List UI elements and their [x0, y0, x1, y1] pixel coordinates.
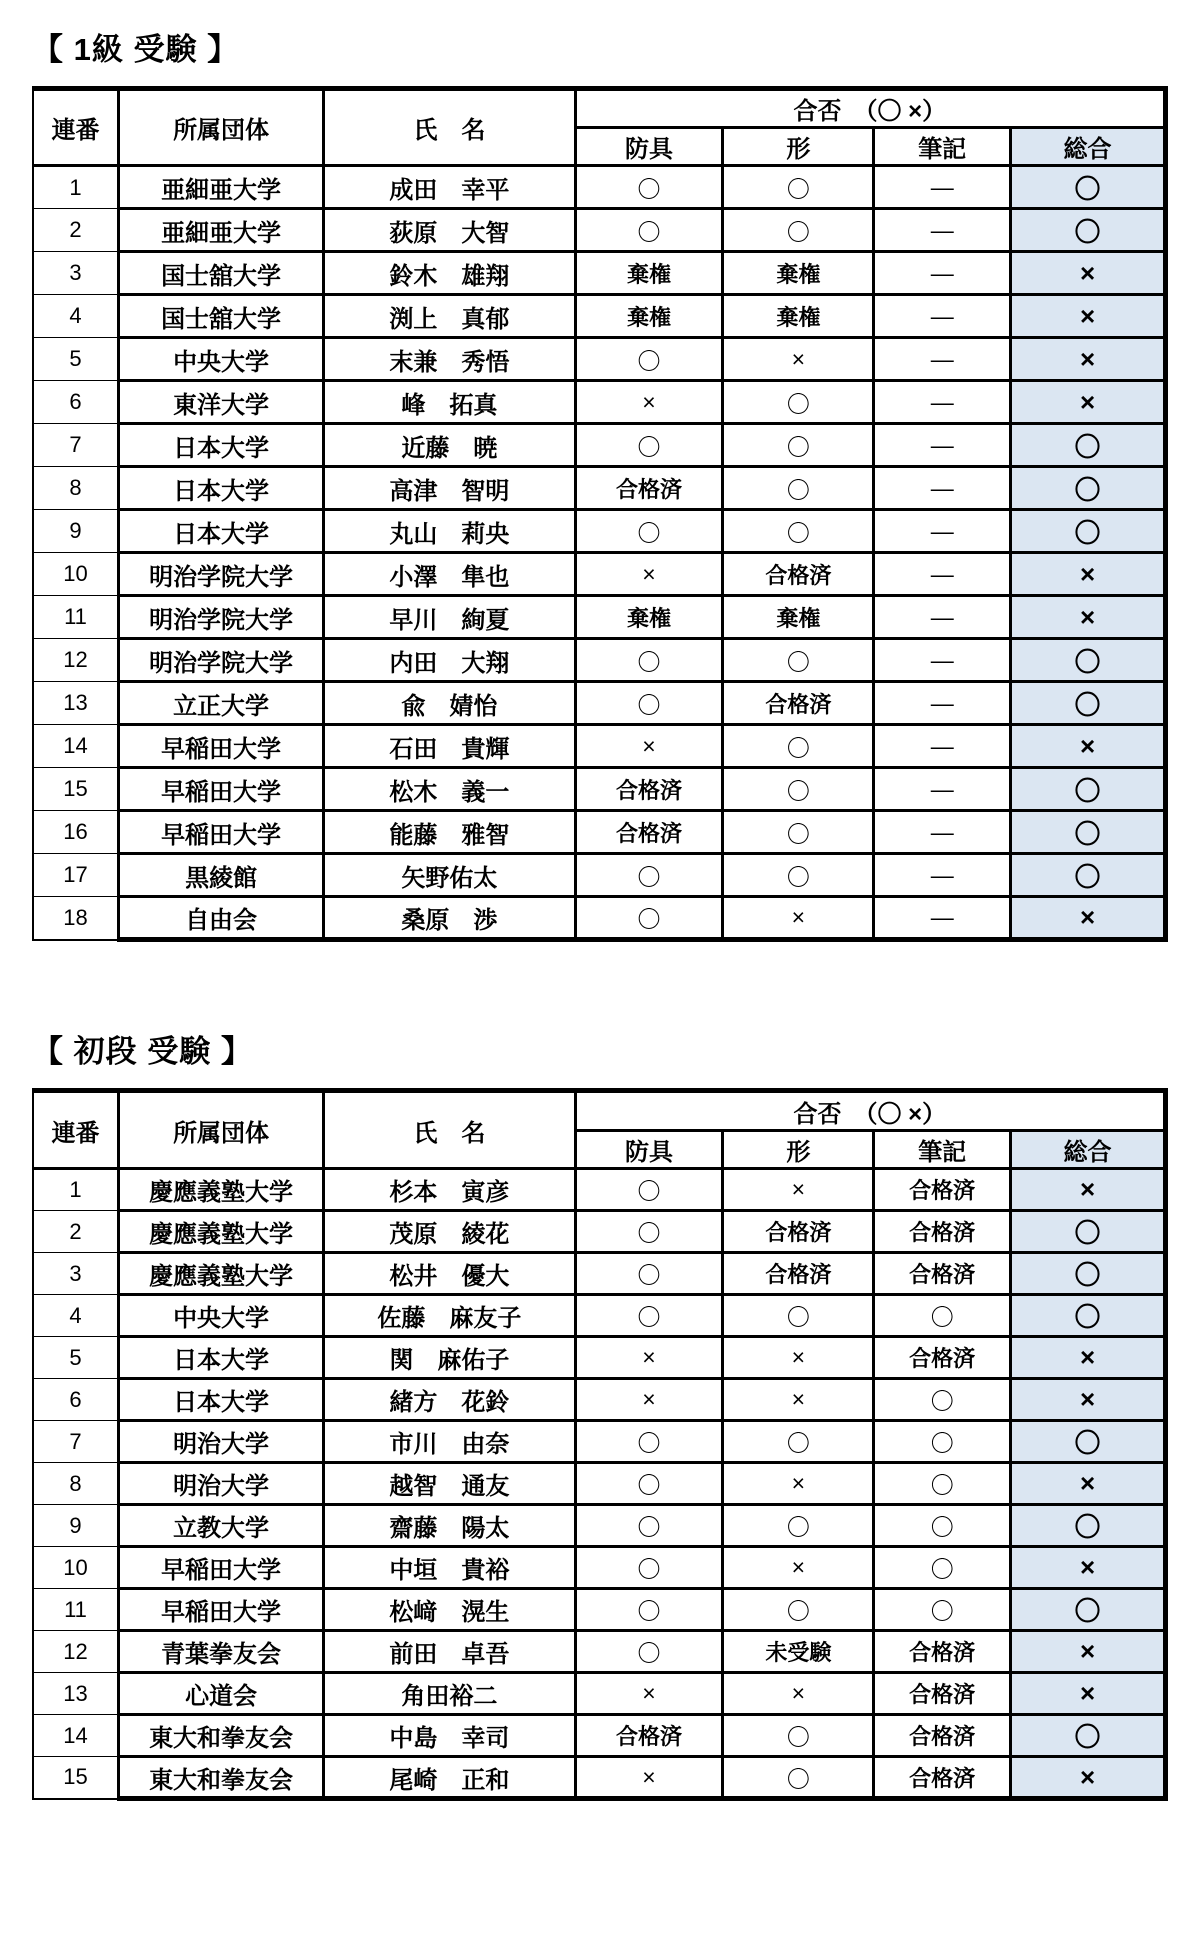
table-row [33, 1631, 1166, 1673]
cell-kata-result: 〇 [723, 381, 874, 424]
cell-seq: 1 [33, 1169, 118, 1211]
cell-sogo-result: × [1011, 1673, 1166, 1715]
cell-sogo-result: × [1011, 1169, 1166, 1211]
cell-hikki-result: — [874, 596, 1011, 639]
cell-hikki-result: — [874, 811, 1011, 854]
cell-sogo-result: 〇 [1011, 1253, 1166, 1295]
cell-name: 緒方 花鈴 [324, 1379, 575, 1421]
header-seq: 連番 [33, 89, 118, 166]
cell-hikki-result: — [874, 467, 1011, 510]
table-row [33, 1757, 1166, 1799]
cell-sogo-result: 〇 [1011, 854, 1166, 897]
cell-seq: 3 [33, 1253, 118, 1295]
table-row [33, 424, 1166, 467]
table-row [33, 338, 1166, 381]
cell-name: 内田 大翔 [324, 639, 575, 682]
cell-sogo-result: × [1011, 596, 1166, 639]
cell-bogu-result: 〇 [575, 1547, 723, 1589]
cell-bogu-result: 合格済 [575, 1715, 723, 1757]
cell-bogu-result: × [575, 725, 723, 768]
cell-org: 明治大学 [118, 1463, 323, 1505]
table-body-1kyu [33, 166, 1166, 940]
cell-name: 丸山 莉央 [324, 510, 575, 553]
table-row [33, 467, 1166, 510]
cell-name: 能藤 雅智 [324, 811, 575, 854]
table-row [33, 1505, 1166, 1547]
cell-hikki-result: 合格済 [874, 1337, 1011, 1379]
table-row [33, 1547, 1166, 1589]
cell-name: 早川 絢夏 [324, 596, 575, 639]
cell-seq: 15 [33, 768, 118, 811]
header-org: 所属団体 [118, 1091, 323, 1169]
cell-bogu-result: 〇 [575, 1505, 723, 1547]
cell-org: 国士舘大学 [118, 295, 323, 338]
cell-name: 峰 拓真 [324, 381, 575, 424]
table-row [33, 1253, 1166, 1295]
cell-org: 立正大学 [118, 682, 323, 725]
cell-hikki-result: — [874, 166, 1011, 209]
cell-hikki-result: — [874, 510, 1011, 553]
cell-hikki-result: 〇 [874, 1421, 1011, 1463]
cell-seq: 4 [33, 295, 118, 338]
cell-org: 国士舘大学 [118, 252, 323, 295]
cell-org: 青葉拳友会 [118, 1631, 323, 1673]
cell-kata-result: 合格済 [723, 1211, 874, 1253]
cell-bogu-result: 〇 [575, 166, 723, 209]
cell-hikki-result: 合格済 [874, 1757, 1011, 1799]
cell-kata-result: 〇 [723, 424, 874, 467]
table-body-shodan [33, 1169, 1166, 1799]
cell-sogo-result: 〇 [1011, 1295, 1166, 1337]
cell-org: 中央大学 [118, 338, 323, 381]
results-table-shodan [32, 1088, 1168, 1801]
cell-seq: 7 [33, 1421, 118, 1463]
cell-sogo-result: 〇 [1011, 1421, 1166, 1463]
cell-bogu-result: 〇 [575, 338, 723, 381]
section-title-shodan: 【 初段 受験 】 [32, 1034, 253, 1069]
table-row [33, 166, 1166, 209]
cell-org: 慶應義塾大学 [118, 1211, 323, 1253]
cell-hikki-result: — [874, 252, 1011, 295]
table-row [33, 510, 1166, 553]
cell-kata-result: 〇 [723, 209, 874, 252]
cell-hikki-result: — [874, 553, 1011, 596]
cell-name: 前田 卓吾 [324, 1631, 575, 1673]
cell-seq: 2 [33, 209, 118, 252]
cell-sogo-result: × [1011, 553, 1166, 596]
cell-seq: 11 [33, 1589, 118, 1631]
cell-seq: 14 [33, 725, 118, 768]
cell-name: 矢野佑太 [324, 854, 575, 897]
cell-sogo-result: × [1011, 252, 1166, 295]
cell-org: 黒綾館 [118, 854, 323, 897]
cell-name: 関 麻佑子 [324, 1337, 575, 1379]
cell-name: 中垣 貴裕 [324, 1547, 575, 1589]
cell-kata-result: × [723, 1379, 874, 1421]
cell-seq: 2 [33, 1211, 118, 1253]
cell-seq: 8 [33, 467, 118, 510]
cell-name: 齋藤 陽太 [324, 1505, 575, 1547]
cell-seq: 6 [33, 381, 118, 424]
cell-org: 慶應義塾大学 [118, 1169, 323, 1211]
cell-org: 慶應義塾大学 [118, 1253, 323, 1295]
cell-sogo-result: × [1011, 725, 1166, 768]
cell-kata-result: 〇 [723, 166, 874, 209]
table-row [33, 1295, 1166, 1337]
table-row [33, 295, 1166, 338]
cell-seq: 18 [33, 897, 118, 940]
header-kata: 形 [723, 1131, 874, 1169]
cell-sogo-result: × [1011, 381, 1166, 424]
header-hikki: 筆記 [874, 128, 1011, 166]
cell-sogo-result: 〇 [1011, 209, 1166, 252]
cell-kata-result: × [723, 1463, 874, 1505]
cell-hikki-result: 〇 [874, 1505, 1011, 1547]
header-bogu: 防具 [575, 128, 723, 166]
table-row [33, 897, 1166, 940]
cell-org: 中央大学 [118, 1295, 323, 1337]
header-row-group [33, 89, 1166, 128]
cell-kata-result: 未受験 [723, 1631, 874, 1673]
cell-bogu-result: 〇 [575, 510, 723, 553]
cell-seq: 5 [33, 338, 118, 381]
cell-seq: 5 [33, 1337, 118, 1379]
cell-org: 亜細亜大学 [118, 166, 323, 209]
cell-bogu-result: 〇 [575, 1295, 723, 1337]
cell-seq: 16 [33, 811, 118, 854]
cell-hikki-result: 合格済 [874, 1631, 1011, 1673]
table-row [33, 811, 1166, 854]
cell-hikki-result: 合格済 [874, 1253, 1011, 1295]
cell-hikki-result: — [874, 768, 1011, 811]
table-row [33, 682, 1166, 725]
cell-hikki-result: — [874, 897, 1011, 940]
cell-seq: 1 [33, 166, 118, 209]
cell-bogu-result: × [575, 1757, 723, 1799]
cell-org: 日本大学 [118, 424, 323, 467]
cell-seq: 17 [33, 854, 118, 897]
cell-kata-result: × [723, 1547, 874, 1589]
cell-name: 松木 義一 [324, 768, 575, 811]
header-hikki: 筆記 [874, 1131, 1011, 1169]
cell-seq: 4 [33, 1295, 118, 1337]
table-row [33, 381, 1166, 424]
cell-bogu-result: 〇 [575, 424, 723, 467]
table-row [33, 768, 1166, 811]
cell-seq: 8 [33, 1463, 118, 1505]
cell-sogo-result: 〇 [1011, 639, 1166, 682]
table-row [33, 854, 1166, 897]
cell-hikki-result: — [874, 381, 1011, 424]
cell-bogu-result: 〇 [575, 897, 723, 940]
cell-kata-result: 〇 [723, 510, 874, 553]
cell-name: 高津 智明 [324, 467, 575, 510]
header-sogo: 総合 [1011, 128, 1166, 166]
cell-sogo-result: × [1011, 897, 1166, 940]
cell-kata-result: 合格済 [723, 553, 874, 596]
cell-sogo-result: 〇 [1011, 424, 1166, 467]
table-row [33, 1337, 1166, 1379]
header-name: 氏 名 [324, 1091, 575, 1169]
cell-hikki-result: 合格済 [874, 1673, 1011, 1715]
table-row [33, 209, 1166, 252]
cell-seq: 15 [33, 1757, 118, 1799]
cell-name: 末兼 秀悟 [324, 338, 575, 381]
cell-org: 日本大学 [118, 510, 323, 553]
cell-kata-result: 合格済 [723, 1253, 874, 1295]
cell-kata-result: 〇 [723, 639, 874, 682]
cell-sogo-result: 〇 [1011, 1589, 1166, 1631]
cell-bogu-result: 〇 [575, 1169, 723, 1211]
cell-org: 明治大学 [118, 1421, 323, 1463]
cell-seq: 3 [33, 252, 118, 295]
cell-seq: 11 [33, 596, 118, 639]
cell-bogu-result: 棄権 [575, 596, 723, 639]
cell-org: 心道会 [118, 1673, 323, 1715]
table-row [33, 1421, 1166, 1463]
cell-seq: 14 [33, 1715, 118, 1757]
cell-bogu-result: 棄権 [575, 295, 723, 338]
cell-seq: 10 [33, 553, 118, 596]
cell-name: 松﨑 滉生 [324, 1589, 575, 1631]
cell-kata-result: 棄権 [723, 596, 874, 639]
cell-kata-result: 〇 [723, 854, 874, 897]
cell-name: 佐藤 麻友子 [324, 1295, 575, 1337]
table-row [33, 553, 1166, 596]
cell-sogo-result: × [1011, 1463, 1166, 1505]
cell-sogo-result: × [1011, 1379, 1166, 1421]
cell-name: 越智 通友 [324, 1463, 575, 1505]
cell-name: 中島 幸司 [324, 1715, 575, 1757]
results-table-1kyu [32, 86, 1168, 942]
table-row [33, 639, 1166, 682]
cell-bogu-result: 〇 [575, 854, 723, 897]
table-row [33, 596, 1166, 639]
cell-kata-result: 〇 [723, 768, 874, 811]
cell-bogu-result: 〇 [575, 1253, 723, 1295]
cell-bogu-result: × [575, 553, 723, 596]
cell-kata-result: × [723, 338, 874, 381]
cell-seq: 12 [33, 1631, 118, 1673]
cell-hikki-result: 合格済 [874, 1169, 1011, 1211]
section-title-1kyu: 【 1級 受験 】 [32, 32, 240, 67]
cell-sogo-result: 〇 [1011, 811, 1166, 854]
cell-org: 立教大学 [118, 1505, 323, 1547]
cell-kata-result: 〇 [723, 1421, 874, 1463]
cell-kata-result: 〇 [723, 725, 874, 768]
cell-org: 早稲田大学 [118, 768, 323, 811]
cell-hikki-result: 〇 [874, 1589, 1011, 1631]
cell-bogu-result: × [575, 1379, 723, 1421]
cell-name: 市川 由奈 [324, 1421, 575, 1463]
cell-bogu-result: 〇 [575, 1421, 723, 1463]
header-result-group: 合否 （〇 ×） [575, 1091, 1165, 1131]
cell-name: 松井 優大 [324, 1253, 575, 1295]
cell-name: 荻原 大智 [324, 209, 575, 252]
cell-name: 角田裕二 [324, 1673, 575, 1715]
cell-name: 近藤 暁 [324, 424, 575, 467]
cell-sogo-result: × [1011, 1631, 1166, 1673]
cell-hikki-result: — [874, 725, 1011, 768]
cell-org: 明治学院大学 [118, 639, 323, 682]
cell-org: 明治学院大学 [118, 553, 323, 596]
cell-org: 東大和拳友会 [118, 1715, 323, 1757]
cell-sogo-result: × [1011, 295, 1166, 338]
cell-hikki-result: 〇 [874, 1295, 1011, 1337]
header-bogu: 防具 [575, 1131, 723, 1169]
section-1kyu [32, 24, 1170, 942]
cell-kata-result: × [723, 897, 874, 940]
header-org: 所属団体 [118, 89, 323, 166]
cell-name: 兪 婧怡 [324, 682, 575, 725]
cell-hikki-result: 〇 [874, 1547, 1011, 1589]
cell-sogo-result: 〇 [1011, 1505, 1166, 1547]
cell-hikki-result: 〇 [874, 1463, 1011, 1505]
cell-sogo-result: × [1011, 1337, 1166, 1379]
cell-bogu-result: × [575, 1337, 723, 1379]
cell-kata-result: 〇 [723, 1715, 874, 1757]
cell-bogu-result: 〇 [575, 682, 723, 725]
cell-hikki-result: — [874, 424, 1011, 467]
cell-kata-result: 〇 [723, 1295, 874, 1337]
cell-hikki-result: — [874, 854, 1011, 897]
section-shodan [32, 1026, 1170, 1801]
cell-kata-result: 棄権 [723, 295, 874, 338]
cell-org: 東洋大学 [118, 381, 323, 424]
cell-name: 小澤 隼也 [324, 553, 575, 596]
cell-kata-result: 〇 [723, 1505, 874, 1547]
cell-hikki-result: — [874, 295, 1011, 338]
table-row [33, 1463, 1166, 1505]
cell-seq: 13 [33, 1673, 118, 1715]
cell-hikki-result: 〇 [874, 1379, 1011, 1421]
table-row [33, 1715, 1166, 1757]
cell-name: 渕上 真郁 [324, 295, 575, 338]
header-result-group: 合否 （〇 ×） [575, 89, 1165, 128]
cell-hikki-result: 合格済 [874, 1715, 1011, 1757]
cell-org: 明治学院大学 [118, 596, 323, 639]
cell-seq: 13 [33, 682, 118, 725]
header-kata: 形 [723, 128, 874, 166]
cell-hikki-result: 合格済 [874, 1211, 1011, 1253]
cell-kata-result: 〇 [723, 1757, 874, 1799]
cell-seq: 9 [33, 1505, 118, 1547]
header-row-group [33, 1091, 1166, 1131]
cell-bogu-result: 〇 [575, 1463, 723, 1505]
cell-sogo-result: × [1011, 1547, 1166, 1589]
table-row [33, 1211, 1166, 1253]
cell-hikki-result: — [874, 682, 1011, 725]
table-row [33, 1169, 1166, 1211]
cell-kata-result: 〇 [723, 811, 874, 854]
cell-org: 早稲田大学 [118, 811, 323, 854]
cell-sogo-result: × [1011, 338, 1166, 381]
cell-org: 早稲田大学 [118, 725, 323, 768]
cell-name: 桑原 渉 [324, 897, 575, 940]
cell-seq: 9 [33, 510, 118, 553]
cell-bogu-result: 合格済 [575, 467, 723, 510]
header-name: 氏 名 [324, 89, 575, 166]
cell-org: 自由会 [118, 897, 323, 940]
table-row [33, 725, 1166, 768]
cell-sogo-result: 〇 [1011, 682, 1166, 725]
cell-bogu-result: 〇 [575, 1211, 723, 1253]
cell-name: 尾崎 正和 [324, 1757, 575, 1799]
cell-org: 日本大学 [118, 1379, 323, 1421]
cell-hikki-result: — [874, 209, 1011, 252]
cell-sogo-result: × [1011, 1757, 1166, 1799]
cell-bogu-result: × [575, 1673, 723, 1715]
cell-kata-result: × [723, 1169, 874, 1211]
cell-org: 日本大学 [118, 467, 323, 510]
cell-sogo-result: 〇 [1011, 166, 1166, 209]
cell-bogu-result: 〇 [575, 639, 723, 682]
cell-sogo-result: 〇 [1011, 768, 1166, 811]
cell-kata-result: 〇 [723, 1589, 874, 1631]
cell-bogu-result: × [575, 381, 723, 424]
table-row [33, 1379, 1166, 1421]
cell-hikki-result: — [874, 338, 1011, 381]
cell-name: 成田 幸平 [324, 166, 575, 209]
cell-kata-result: × [723, 1673, 874, 1715]
cell-seq: 10 [33, 1547, 118, 1589]
cell-bogu-result: 合格済 [575, 811, 723, 854]
cell-kata-result: 〇 [723, 467, 874, 510]
cell-seq: 12 [33, 639, 118, 682]
header-seq: 連番 [33, 1091, 118, 1169]
cell-name: 石田 貴輝 [324, 725, 575, 768]
cell-kata-result: × [723, 1337, 874, 1379]
cell-name: 杉本 寅彦 [324, 1169, 575, 1211]
table-row [33, 1673, 1166, 1715]
cell-kata-result: 合格済 [723, 682, 874, 725]
cell-name: 茂原 綾花 [324, 1211, 575, 1253]
header-sogo: 総合 [1011, 1131, 1166, 1169]
cell-sogo-result: 〇 [1011, 467, 1166, 510]
table-row [33, 1589, 1166, 1631]
cell-bogu-result: 〇 [575, 1631, 723, 1673]
cell-sogo-result: 〇 [1011, 510, 1166, 553]
cell-org: 早稲田大学 [118, 1547, 323, 1589]
cell-bogu-result: 〇 [575, 209, 723, 252]
cell-org: 早稲田大学 [118, 1589, 323, 1631]
cell-sogo-result: 〇 [1011, 1715, 1166, 1757]
cell-hikki-result: — [874, 639, 1011, 682]
cell-bogu-result: 〇 [575, 1589, 723, 1631]
table-row [33, 252, 1166, 295]
cell-bogu-result: 合格済 [575, 768, 723, 811]
cell-org: 亜細亜大学 [118, 209, 323, 252]
cell-sogo-result: 〇 [1011, 1211, 1166, 1253]
cell-bogu-result: 棄権 [575, 252, 723, 295]
cell-org: 日本大学 [118, 1337, 323, 1379]
cell-seq: 7 [33, 424, 118, 467]
cell-seq: 6 [33, 1379, 118, 1421]
cell-org: 東大和拳友会 [118, 1757, 323, 1799]
cell-name: 鈴木 雄翔 [324, 252, 575, 295]
cell-kata-result: 棄権 [723, 252, 874, 295]
